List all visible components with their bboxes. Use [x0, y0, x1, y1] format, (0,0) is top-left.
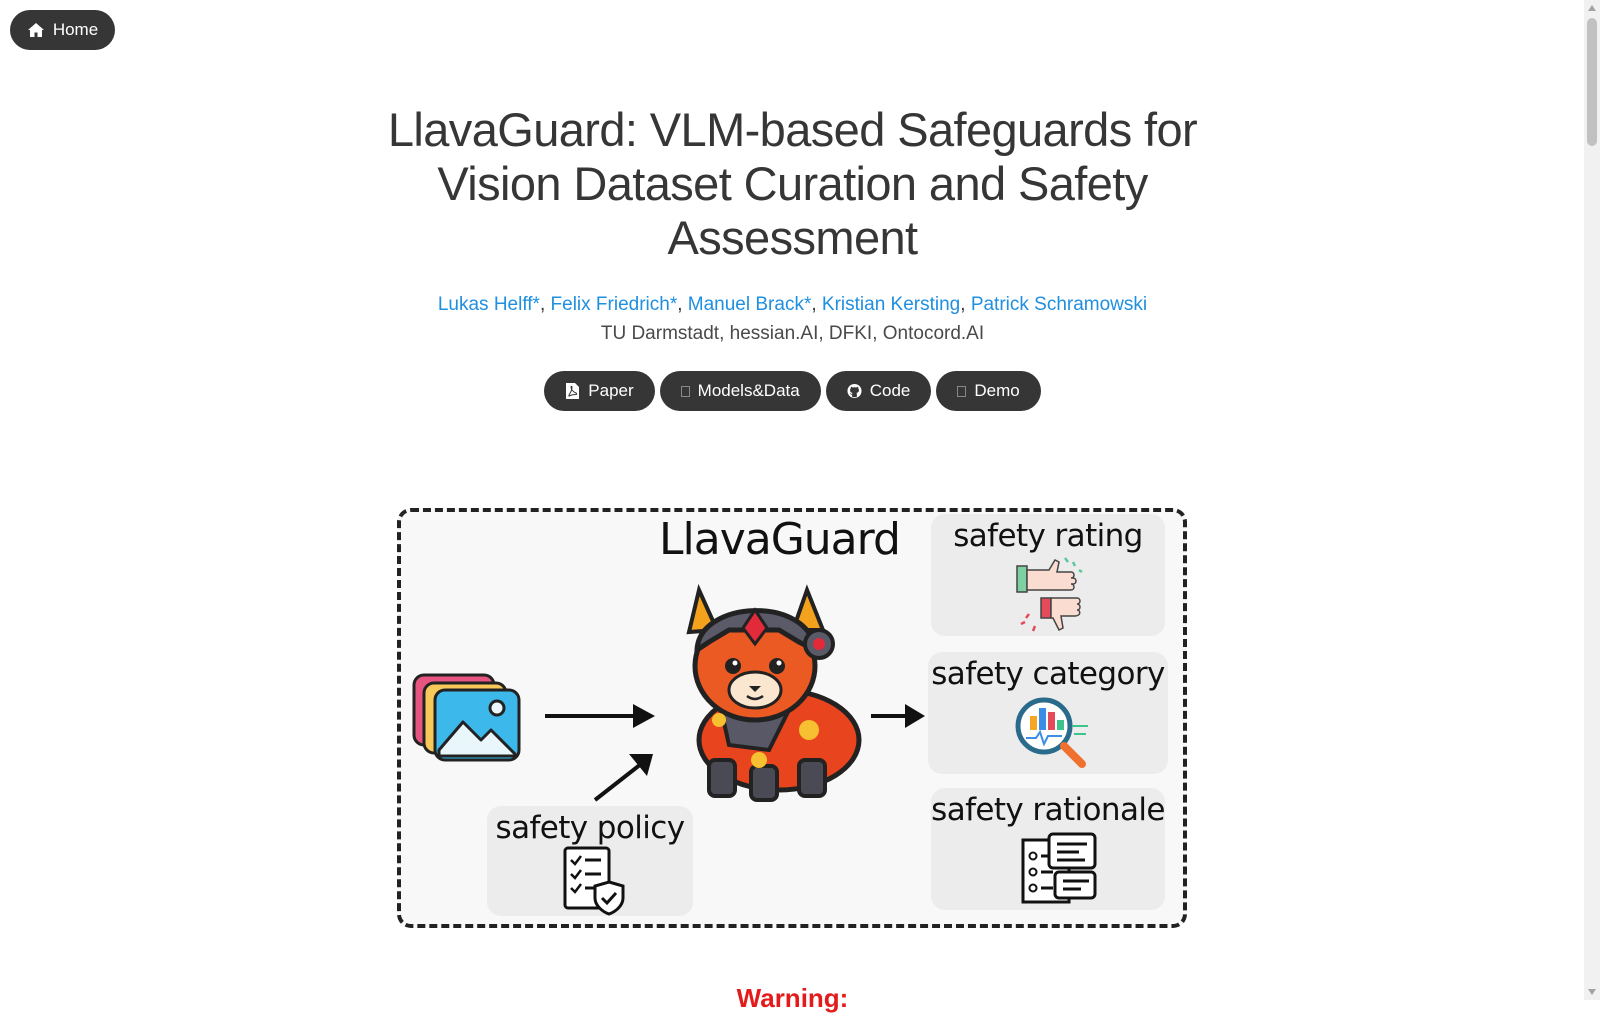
scroll-thumb[interactable] [1587, 18, 1597, 146]
scroll-down-icon[interactable] [1588, 989, 1596, 995]
page-title: LlavaGuard: VLM-based Safeguards for Vision Dataset Curation and Safety Assessment [387, 103, 1198, 264]
demo-label: Demo [974, 381, 1020, 400]
arrow-right-icon [869, 700, 929, 732]
models-data-label: Models&Data [697, 381, 800, 400]
safety-policy-panel [487, 806, 693, 916]
thumbs-rating-icon [1013, 556, 1087, 634]
paper-button[interactable] [544, 371, 654, 411]
document-rationale-icon [1019, 830, 1099, 908]
safety-category-label: safety category [931, 656, 1165, 692]
author-link[interactable]: Kristian Kersting [821, 294, 961, 315]
author-link[interactable]: Felix Friedrich* [550, 294, 678, 315]
paper-label: Paper [588, 381, 634, 400]
arrow-diagonal-icon [591, 748, 661, 804]
home-icon [27, 22, 45, 38]
scrollbar[interactable] [1584, 0, 1600, 1000]
code-label: Code [869, 381, 911, 400]
author-link[interactable]: Lukas Helff* [437, 294, 540, 315]
safety-rating-panel [931, 514, 1165, 636]
arrow-right-icon [541, 698, 661, 734]
missing-glyph-icon [957, 386, 966, 397]
safety-category-panel [928, 652, 1168, 774]
magnifier-chart-icon [1012, 694, 1092, 772]
scroll-up-icon[interactable] [1588, 5, 1596, 11]
github-icon [847, 383, 862, 399]
home-button[interactable] [10, 10, 115, 50]
demo-button[interactable] [936, 371, 1040, 411]
pdf-icon [565, 383, 580, 399]
warning-heading: Warning: [736, 983, 849, 1013]
missing-glyph-icon [681, 386, 690, 397]
safety-policy-label: safety policy [495, 810, 685, 846]
images-icon [411, 672, 523, 764]
code-button[interactable] [826, 371, 932, 411]
llava-mascot-icon [659, 570, 869, 810]
teaser-figure [397, 508, 1187, 928]
models-data-button[interactable] [660, 371, 821, 411]
policy-checklist-icon [559, 846, 629, 916]
teaser-title: LlavaGuard [659, 514, 900, 565]
author-list: Lukas Helff*, Felix Friedrich*, Manuel Brack*, Kristian Kersting, Patrick Schramowski [437, 294, 1148, 315]
link-buttons [0, 371, 1585, 411]
affiliations: TU Darmstadt, hessian.AI, DFKI, Ontocord.AI [600, 323, 985, 344]
home-label: Home [52, 20, 99, 39]
author-link[interactable]: Manuel Brack* [687, 294, 812, 315]
safety-rationale-label: safety rationale [931, 792, 1165, 828]
safety-rating-label: safety rating [953, 518, 1143, 554]
author-link[interactable]: Patrick Schramowski [970, 294, 1148, 315]
safety-rationale-panel [931, 788, 1165, 910]
